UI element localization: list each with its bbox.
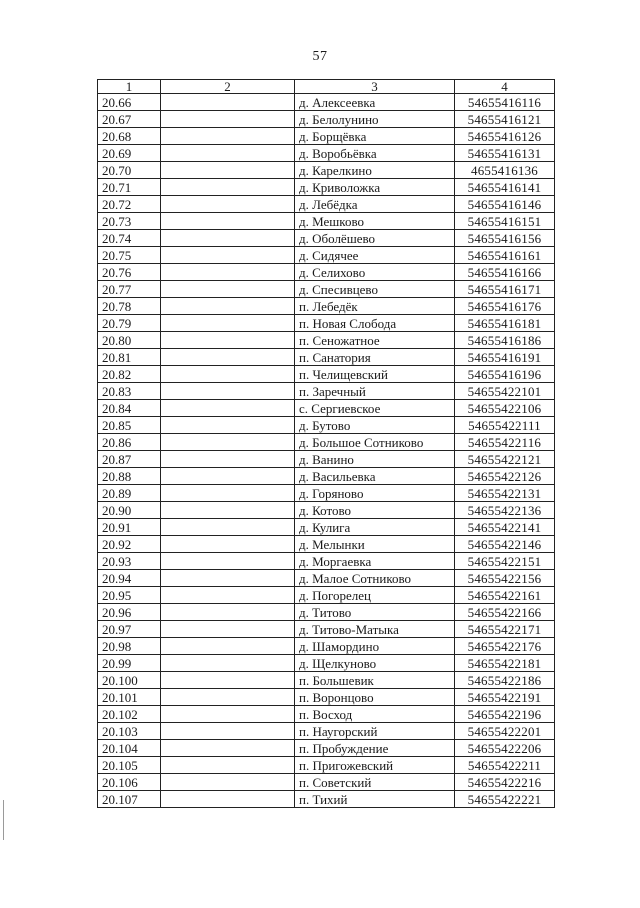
table-row (98, 400, 555, 417)
settlement-name-cell: п. Пробуждение (295, 740, 455, 757)
oktmo-code-cell: 54655416191 (455, 349, 555, 366)
oktmo-code-cell: 54655416186 (455, 332, 555, 349)
row-number-cell: 20.82 (98, 366, 161, 383)
table-header-row (98, 80, 555, 94)
row-column-2-cell (161, 383, 295, 400)
oktmo-code-cell: 54655422146 (455, 536, 555, 553)
table-row (98, 366, 555, 383)
row-column-2-cell (161, 468, 295, 485)
settlement-name-cell: п. Воронцово (295, 689, 455, 706)
row-column-2-cell (161, 553, 295, 570)
oktmo-code-cell: 54655416161 (455, 247, 555, 264)
row-column-2-cell (161, 587, 295, 604)
table-row (98, 247, 555, 264)
row-column-2-cell (161, 502, 295, 519)
settlement-name-cell: д. Борщёвка (295, 128, 455, 145)
table-row (98, 655, 555, 672)
settlement-name-cell: д. Оболёшево (295, 230, 455, 247)
page-number: 57 (312, 49, 328, 64)
oktmo-code-cell: 54655422126 (455, 468, 555, 485)
oktmo-code-cell: 54655422111 (455, 417, 555, 434)
settlement-name-cell: д. Горяново (295, 485, 455, 502)
oktmo-code-cell: 54655416156 (455, 230, 555, 247)
row-number-cell: 20.104 (98, 740, 161, 757)
table-row (98, 502, 555, 519)
oktmo-code-cell: 54655416121 (455, 111, 555, 128)
row-column-2-cell (161, 757, 295, 774)
oktmo-code-cell: 54655422216 (455, 774, 555, 791)
table-row (98, 434, 555, 451)
row-column-2-cell (161, 213, 295, 230)
table-row (98, 349, 555, 366)
oktmo-code-cell: 54655416176 (455, 298, 555, 315)
row-number-cell: 20.67 (98, 111, 161, 128)
settlement-name-cell: п. Сеножатное (295, 332, 455, 349)
table-row (98, 128, 555, 145)
table-row (98, 791, 555, 808)
oktmo-code-cell: 54655416171 (455, 281, 555, 298)
table-row (98, 332, 555, 349)
row-column-2-cell (161, 536, 295, 553)
row-column-2-cell (161, 791, 295, 808)
oktmo-code-cell: 54655416181 (455, 315, 555, 332)
table-row (98, 264, 555, 281)
row-number-cell: 20.94 (98, 570, 161, 587)
row-column-2-cell (161, 519, 295, 536)
row-column-2-cell (161, 264, 295, 281)
row-column-2-cell (161, 332, 295, 349)
row-column-2-cell (161, 94, 295, 111)
row-number-cell: 20.86 (98, 434, 161, 451)
settlement-name-cell: п. Наугорский (295, 723, 455, 740)
row-column-2-cell (161, 179, 295, 196)
row-number-cell: 20.103 (98, 723, 161, 740)
row-number-cell: 20.70 (98, 162, 161, 179)
row-number-cell: 20.69 (98, 145, 161, 162)
settlement-name-cell: д. Белолунино (295, 111, 455, 128)
settlement-name-cell: д. Малое Сотниково (295, 570, 455, 587)
oktmo-code-cell: 54655422136 (455, 502, 555, 519)
row-column-2-cell (161, 774, 295, 791)
scan-edge-mark (3, 800, 4, 840)
oktmo-code-cell: 54655422211 (455, 757, 555, 774)
row-number-cell: 20.76 (98, 264, 161, 281)
row-number-cell: 20.74 (98, 230, 161, 247)
settlement-name-cell: п. Большевик (295, 672, 455, 689)
row-column-2-cell (161, 740, 295, 757)
row-number-cell: 20.89 (98, 485, 161, 502)
settlement-name-cell: п. Лебедёк (295, 298, 455, 315)
row-number-cell: 20.92 (98, 536, 161, 553)
oktmo-code-cell: 54655416141 (455, 179, 555, 196)
table-row (98, 162, 555, 179)
table-row (98, 179, 555, 196)
settlement-name-cell: п. Челищевский (295, 366, 455, 383)
settlement-name-cell: п. Пригожевский (295, 757, 455, 774)
row-number-cell: 20.71 (98, 179, 161, 196)
row-number-cell: 20.105 (98, 757, 161, 774)
row-column-2-cell (161, 723, 295, 740)
oktmo-code-cell: 54655422156 (455, 570, 555, 587)
column-header-3: 3 (295, 80, 455, 94)
row-column-2-cell (161, 655, 295, 672)
table-row (98, 604, 555, 621)
row-column-2-cell (161, 400, 295, 417)
table-row (98, 723, 555, 740)
row-column-2-cell (161, 196, 295, 213)
row-column-2-cell (161, 111, 295, 128)
row-number-cell: 20.77 (98, 281, 161, 298)
settlement-name-cell: д. Моргаевка (295, 553, 455, 570)
row-number-cell: 20.91 (98, 519, 161, 536)
row-number-cell: 20.106 (98, 774, 161, 791)
oktmo-code-cell: 54655422206 (455, 740, 555, 757)
row-number-cell: 20.81 (98, 349, 161, 366)
row-column-2-cell (161, 281, 295, 298)
oktmo-code-cell: 54655422151 (455, 553, 555, 570)
settlement-name-cell: п. Новая Слобода (295, 315, 455, 332)
row-column-2-cell (161, 451, 295, 468)
settlement-name-cell: п. Заречный (295, 383, 455, 400)
row-column-2-cell (161, 366, 295, 383)
oktmo-code-cell: 54655416116 (455, 94, 555, 111)
row-column-2-cell (161, 672, 295, 689)
table-row (98, 94, 555, 111)
table-row (98, 689, 555, 706)
settlement-name-cell: д. Криволожка (295, 179, 455, 196)
table-row (98, 587, 555, 604)
settlement-name-cell: д. Кулига (295, 519, 455, 536)
row-number-cell: 20.96 (98, 604, 161, 621)
settlement-name-cell: д. Шамордино (295, 638, 455, 655)
oktmo-code-cell: 54655416166 (455, 264, 555, 281)
settlement-name-cell: д. Титово (295, 604, 455, 621)
table-row (98, 757, 555, 774)
oktmo-code-cell: 54655422181 (455, 655, 555, 672)
oktmo-code-cell: 54655416146 (455, 196, 555, 213)
row-number-cell: 20.79 (98, 315, 161, 332)
row-column-2-cell (161, 230, 295, 247)
table-row (98, 519, 555, 536)
row-column-2-cell (161, 247, 295, 264)
oktmo-code-cell: 54655422201 (455, 723, 555, 740)
settlement-name-cell: д. Котово (295, 502, 455, 519)
row-number-cell: 20.107 (98, 791, 161, 808)
row-column-2-cell (161, 570, 295, 587)
row-column-2-cell (161, 485, 295, 502)
settlement-name-cell: п. Санатория (295, 349, 455, 366)
settlement-name-cell: д. Лебёдка (295, 196, 455, 213)
settlement-name-cell: д. Мешково (295, 213, 455, 230)
column-header-2: 2 (161, 80, 295, 94)
row-column-2-cell (161, 689, 295, 706)
row-column-2-cell (161, 128, 295, 145)
table-row (98, 298, 555, 315)
settlement-name-cell: д. Погорелец (295, 587, 455, 604)
settlement-name-cell: д. Алексеевка (295, 94, 455, 111)
settlement-name-cell: д. Селихово (295, 264, 455, 281)
oktmo-code-cell: 54655416131 (455, 145, 555, 162)
table-row (98, 570, 555, 587)
row-number-cell: 20.97 (98, 621, 161, 638)
table-row (98, 672, 555, 689)
row-number-cell: 20.68 (98, 128, 161, 145)
oktmo-code-cell: 54655416151 (455, 213, 555, 230)
row-number-cell: 20.75 (98, 247, 161, 264)
column-header-1: 1 (98, 80, 161, 94)
row-column-2-cell (161, 162, 295, 179)
oktmo-code-cell: 54655422166 (455, 604, 555, 621)
oktmo-code-cell: 54655422186 (455, 672, 555, 689)
settlement-name-cell: д. Спесивцево (295, 281, 455, 298)
oktmo-code-cell: 54655422121 (455, 451, 555, 468)
oktmo-code-cell: 54655422171 (455, 621, 555, 638)
oktmo-code-cell: 4655416136 (455, 162, 555, 179)
row-number-cell: 20.90 (98, 502, 161, 519)
table-row (98, 111, 555, 128)
settlement-name-cell: п. Восход (295, 706, 455, 723)
table-row (98, 774, 555, 791)
table-row (98, 383, 555, 400)
table-row (98, 196, 555, 213)
table-row (98, 485, 555, 502)
row-number-cell: 20.88 (98, 468, 161, 485)
table-row (98, 145, 555, 162)
oktmo-code-cell: 54655422221 (455, 791, 555, 808)
row-column-2-cell (161, 638, 295, 655)
settlement-name-cell: д. Карелкино (295, 162, 455, 179)
table-row (98, 621, 555, 638)
row-number-cell: 20.80 (98, 332, 161, 349)
settlement-name-cell: д. Сидячее (295, 247, 455, 264)
oktmo-code-cell: 54655416196 (455, 366, 555, 383)
row-number-cell: 20.83 (98, 383, 161, 400)
settlement-name-cell: д. Большое Сотниково (295, 434, 455, 451)
oktmo-code-cell: 54655422141 (455, 519, 555, 536)
column-header-4: 4 (455, 80, 555, 94)
oktmo-code-cell: 54655422106 (455, 400, 555, 417)
table-row (98, 281, 555, 298)
oktmo-code-cell: 54655416126 (455, 128, 555, 145)
row-number-cell: 20.72 (98, 196, 161, 213)
row-column-2-cell (161, 434, 295, 451)
row-number-cell: 20.73 (98, 213, 161, 230)
table-row (98, 536, 555, 553)
row-column-2-cell (161, 315, 295, 332)
settlement-name-cell: д. Мелынки (295, 536, 455, 553)
oktmo-code-cell: 54655422161 (455, 587, 555, 604)
row-column-2-cell (161, 298, 295, 315)
row-number-cell: 20.85 (98, 417, 161, 434)
row-column-2-cell (161, 621, 295, 638)
row-number-cell: 20.93 (98, 553, 161, 570)
oktmo-code-cell: 54655422101 (455, 383, 555, 400)
oktmo-code-cell: 54655422176 (455, 638, 555, 655)
settlement-name-cell: д. Бутово (295, 417, 455, 434)
row-number-cell: 20.101 (98, 689, 161, 706)
table-row (98, 213, 555, 230)
settlement-name-cell: с. Сергиевское (295, 400, 455, 417)
row-number-cell: 20.99 (98, 655, 161, 672)
settlement-code-table (97, 79, 555, 808)
table-row (98, 468, 555, 485)
table-row (98, 315, 555, 332)
row-column-2-cell (161, 349, 295, 366)
oktmo-code-cell: 54655422116 (455, 434, 555, 451)
settlement-name-cell: д. Титово-Матыка (295, 621, 455, 638)
settlement-name-cell: д. Щелкуново (295, 655, 455, 672)
table-row (98, 230, 555, 247)
oktmo-code-cell: 54655422131 (455, 485, 555, 502)
table-row (98, 740, 555, 757)
row-number-cell: 20.102 (98, 706, 161, 723)
row-column-2-cell (161, 706, 295, 723)
row-number-cell: 20.95 (98, 587, 161, 604)
row-column-2-cell (161, 604, 295, 621)
row-number-cell: 20.100 (98, 672, 161, 689)
row-number-cell: 20.66 (98, 94, 161, 111)
table-row (98, 706, 555, 723)
row-number-cell: 20.98 (98, 638, 161, 655)
table-row (98, 553, 555, 570)
row-number-cell: 20.78 (98, 298, 161, 315)
settlement-name-cell: п. Тихий (295, 791, 455, 808)
oktmo-code-cell: 54655422196 (455, 706, 555, 723)
table-row (98, 451, 555, 468)
row-number-cell: 20.87 (98, 451, 161, 468)
oktmo-code-cell: 54655422191 (455, 689, 555, 706)
row-column-2-cell (161, 145, 295, 162)
settlement-name-cell: д. Васильевка (295, 468, 455, 485)
table-row (98, 417, 555, 434)
settlement-name-cell: п. Советский (295, 774, 455, 791)
settlement-name-cell: д. Воробьёвка (295, 145, 455, 162)
row-number-cell: 20.84 (98, 400, 161, 417)
row-column-2-cell (161, 417, 295, 434)
table-row (98, 638, 555, 655)
settlement-name-cell: д. Ванино (295, 451, 455, 468)
